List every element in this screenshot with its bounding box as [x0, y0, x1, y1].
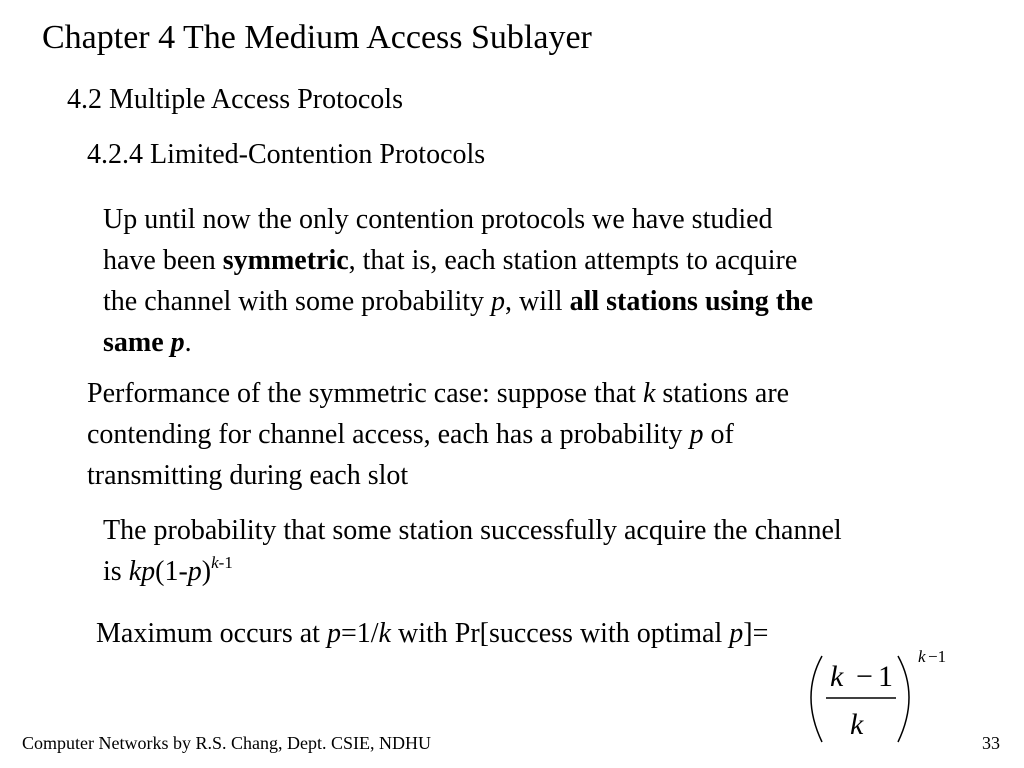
- paragraph-line: [87, 414, 789, 455]
- paragraph-line: [87, 373, 789, 414]
- text-run: (1-: [155, 556, 188, 587]
- variable-p: p: [170, 327, 185, 358]
- paragraph-line: [103, 510, 842, 551]
- success-probability-paragraph: [103, 510, 842, 592]
- left-parenthesis: [811, 656, 822, 742]
- maximum-paragraph: [96, 613, 768, 654]
- text-run: =1/: [340, 618, 379, 649]
- text-run: ): [201, 556, 212, 587]
- footer-credit: Computer Networks by R.S. Chang, Dept. CSIE, NDHU: [22, 733, 431, 753]
- text-run: of: [703, 419, 734, 450]
- variable-k: k: [211, 553, 219, 572]
- text-run: Performance of the symmetric case: suppose that: [87, 378, 643, 409]
- paragraph-line: [103, 199, 813, 240]
- text-run: .: [184, 327, 192, 358]
- optimal-success-formula: [800, 646, 960, 746]
- variable-p: p: [729, 618, 744, 649]
- paragraph-line: [103, 322, 813, 363]
- numerator-one: 1: [878, 660, 893, 693]
- paragraph-line: [87, 455, 789, 496]
- variable-p: p: [491, 286, 506, 317]
- exponent: [211, 553, 233, 572]
- text-run: Maximum occurs at: [96, 618, 327, 649]
- chapter-title: Chapter 4 The Medium Access Sublayer: [42, 19, 592, 56]
- text-run: with Pr[success with optimal: [390, 618, 730, 649]
- symmetric-protocols-paragraph: [103, 199, 813, 363]
- variable-k: k: [642, 378, 656, 409]
- variable-kp: kp: [128, 556, 156, 587]
- emphasis-symmetric: symmetric: [222, 245, 349, 276]
- formula-svg: [800, 646, 960, 746]
- variable-p: p: [326, 618, 341, 649]
- text-run: stations are: [655, 378, 790, 409]
- text-run: contending for channel access, each has a probability: [87, 419, 690, 450]
- subsection-title: 4.2.4 Limited-Contention Protocols: [87, 139, 486, 170]
- section-title: 4.2 Multiple Access Protocols: [67, 84, 403, 115]
- text-run: ]=: [743, 618, 769, 649]
- exponent-minus-one: −1: [928, 647, 947, 666]
- numerator-minus: −: [856, 660, 873, 693]
- text-run: transmitting during each slot: [87, 460, 409, 491]
- text-run: -1: [218, 553, 233, 572]
- paragraph-line: [96, 613, 768, 654]
- paragraph-line: [103, 551, 842, 592]
- text-run: have been: [103, 245, 223, 276]
- emphasis-all-stations: all stations using the: [569, 286, 814, 317]
- numerator-k: k: [830, 660, 844, 693]
- variable-k: k: [378, 618, 391, 649]
- text-run: , that is, each station attempts to acquire: [348, 245, 798, 276]
- text-run: the channel with some probability: [103, 286, 492, 317]
- exponent-k: k: [918, 647, 926, 666]
- page-number: 33: [982, 733, 1000, 753]
- denominator-k: k: [850, 708, 864, 741]
- emphasis-same: same: [103, 327, 171, 358]
- text-run: Up until now the only contention protocols we have studied: [103, 204, 773, 235]
- symmetric-case-paragraph: [87, 373, 789, 496]
- paragraph-line: [103, 281, 813, 322]
- text-run: The probability that some station successfully acquire the channel: [103, 515, 842, 546]
- paragraph-line: [103, 240, 813, 281]
- text-run: is: [103, 556, 129, 587]
- right-parenthesis: [898, 656, 909, 742]
- text-run: , will: [505, 286, 570, 317]
- variable-p: p: [187, 556, 202, 587]
- variable-p: p: [689, 419, 704, 450]
